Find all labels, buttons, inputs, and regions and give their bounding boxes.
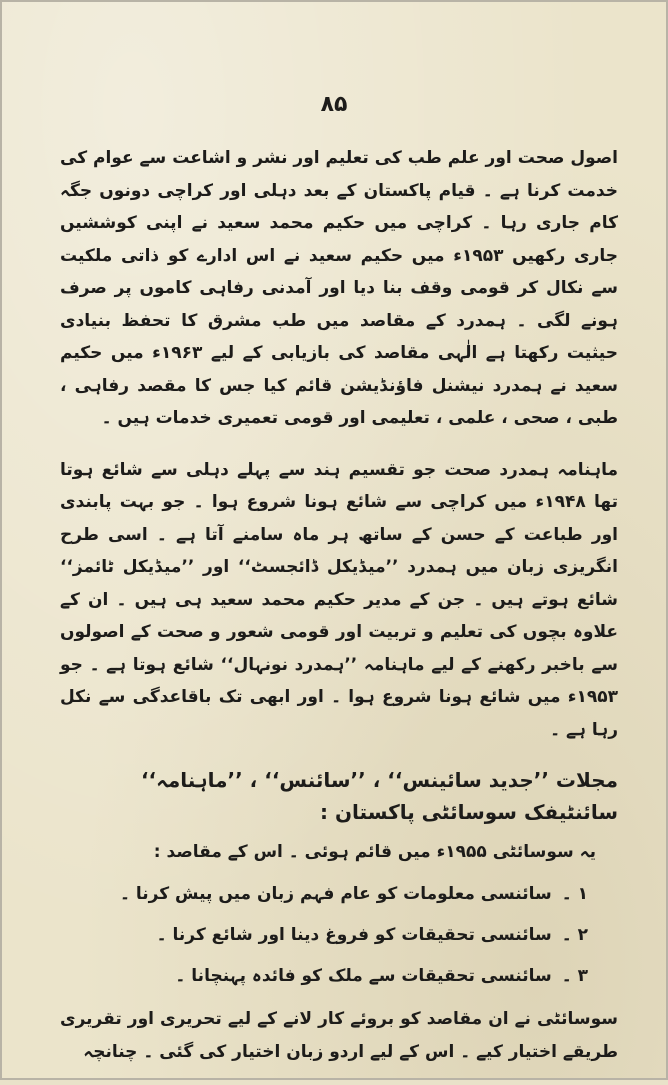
list-item-text: سائنسی تحقیقات کو فروغ دینا اور شائع کرنا ۔: [156, 925, 552, 945]
paragraph-hamdard-publications: ماہنامہ ہمدرد صحت جو تقسیم ہند سے پہلے دہلی سے شائع ہوتا تھا ۱۹۴۸ء میں کراچی سے شائع ہونا شروع ہوا ۔ جو بہت پابندی اور طباعت کے حسن کے ساتھ ہر ماہ سامنے آتا ہے ۔ اسی طرح انگریزی زبان میں ہمدرد ’’میڈیکل ڈائجسٹ‘‘ اور ’’میڈیکل ٹائمز‘‘ شائع ہوتے ہیں ۔ جن کے مدیر حکیم محمد سعید ہی ہیں ۔ ان کے علاوہ بچوں کی تعلیم و تربیت اور قومی شعور و صحت کے اصولوں سے باخبر رکھنے کے لیے ماہنامہ ’’ہمدرد نونہال‘‘ شائع ہوتا ہے ۔ جو ۱۹۵۳ء میں شائع ہونا شروع ہوا ۔ اور ابھی تک باقاعدگی سے نکل رہا ہے ۔: [60, 459, 618, 740]
list-item-text: سائنسی تحقیقات سے ملک کو فائدہ پہنچانا ۔: [175, 966, 552, 986]
section-scientific-society: [60, 764, 618, 1068]
list-item: [60, 878, 588, 911]
list-item-number: ۲ ۔: [561, 925, 588, 945]
list-item-text: سائنسی معلومات کو عام فہم زبان میں پیش کرنا ۔: [120, 884, 552, 904]
list-item: [60, 919, 588, 952]
objectives-list: [60, 878, 618, 993]
page-number: ۸۵: [320, 92, 348, 117]
section-heading-society: سائنٹیفک سوسائٹی پاکستان :: [320, 800, 618, 824]
section-heading-journals: مجلات ’’جدید سائینس‘‘ ، ’’سائنس‘‘ ، ’’ماہنامہ‘‘: [140, 768, 618, 792]
paragraph-hamdard-foundation: اصول صحت اور علم طب کی تعلیم اور نشر و اشاعت سے عوام کی خدمت کرنا ہے ۔ قیام پاکستان کے بعد دہلی اور کراچی دونوں جگہ کام جاری رہا ۔ کراچی میں حکیم محمد سعید نے اپنی کوششیں جاری رکھیں ۱۹۵۳ء میں حکیم سعید نے اس ادارے کو ذاتی ملکیت سے نکال کر قومی وقف بنا دیا اور آمدنی رفاہی کاموں پر صرف ہونے لگی ۔ ہمدرد کے مقاصد میں طب مشرق کا تحفظ بنیادی حیثیت رکھتا ہے الٰہی مقاصد کی بازیابی کے لیے ۱۹۶۳ء میں حکیم سعید نے ہمدرد نیشنل فاؤنڈیشن قائم کیا جس کا مقصد رفاہی ، طبی ، صحی ، علمی ، تعلیمی اور قومی تعمیری خدمات ہیں ۔: [60, 148, 619, 428]
list-item-number: ۳ ۔: [561, 966, 588, 986]
list-item: [60, 960, 588, 993]
list-item-number: ۱ ۔: [561, 884, 588, 904]
page-body: [60, 142, 618, 1085]
society-intro: یہ سوسائٹی ۱۹۵۵ء میں قائم ہوئی ۔ اس کے مقاصد :: [153, 842, 596, 862]
paragraph-society-methods: سوسائٹی نے ان مقاصد کو بروئے کار لانے کے لیے تحریری اور تقریری طریقے اختیار کیے ۔ اس کے لیے اردو زبان اختیار کی گئی ۔ چنانچہ: [60, 1009, 618, 1062]
